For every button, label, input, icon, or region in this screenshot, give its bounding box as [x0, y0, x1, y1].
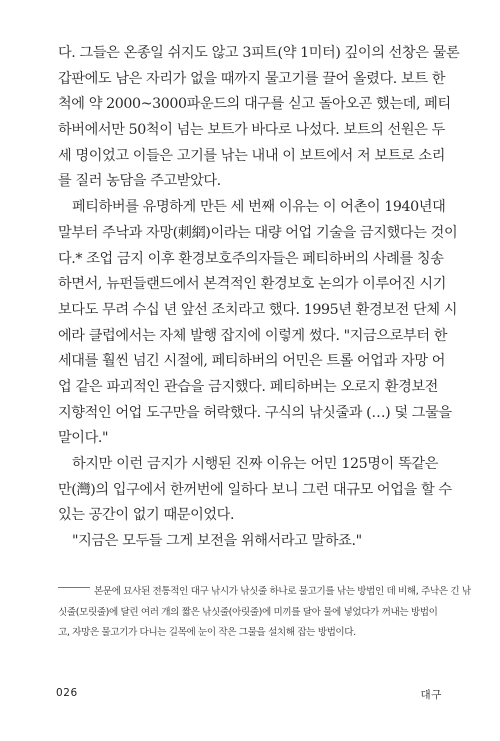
- body-line: "지금은 모두들 그게 보전을 위해서라고 말하죠.": [72, 533, 362, 550]
- body-line: 갑판에도 남은 자리가 없을 때까지 물고기를 끌어 올렸다. 보트 한: [58, 70, 446, 87]
- body-line: 페티하버를 유명하게 만든 세 번째 이유는 이 어촌이 1940년대: [72, 199, 446, 216]
- running-title: 대구: [420, 689, 442, 701]
- body-line: 보다도 무려 수십 년 앞선 조치라고 했다. 1995년 환경보전 단체 시: [58, 301, 458, 318]
- body-line: 다.* 조업 금지 이후 환경보호주의자들은 페티하버의 사례를 칭송: [58, 250, 444, 267]
- body-text: [58, 41, 460, 555]
- body-line: 세대를 훨씬 넘긴 시절에, 페티하버의 어민은 트롤 어업과 자망 어: [58, 353, 446, 370]
- body-line: 다. 그들은 온종일 쉬지도 않고 3피트(약 1미터) 깊이의 선창은 물론: [58, 45, 460, 61]
- body-line: 를 질러 농담을 주고받았다.: [58, 173, 221, 190]
- footnote-line: 본문에 묘사된 전통적인 대구 낚시가 낚싯줄 하나로 물고기를 낚는 방법인 데 비해, 주낙은 긴 낚: [94, 586, 471, 597]
- body-line: 있는 공간이 없기 때문이었다.: [58, 507, 235, 524]
- page-number: 026: [56, 687, 78, 699]
- body-line: 말이다.": [58, 430, 109, 447]
- body-line: 지향적인 어업 도구만을 허락했다. 구식의 낚싯줄과 (…) 덫 그물을: [58, 404, 452, 421]
- footnote-line: 싯줄(모릿줄)에 달린 여러 개의 짧은 낚싯줄(아릿줄)에 미끼를 달아 물에 넣었다가 꺼내는 방법이: [58, 606, 438, 618]
- body-line: 만(灣)의 입구에서 한꺼번에 일하다 보니 그런 대규모 어업을 할 수: [58, 481, 452, 498]
- footnote: [58, 582, 471, 644]
- body-line: 말부터 주낙과 자망(刺網)이라는 대량 어업 기술을 금지했다는 것이: [58, 224, 458, 241]
- body-line: 하버에서만 50척이 넘는 보트가 바다로 나섰다. 보트의 선원은 두: [58, 122, 445, 139]
- body-line: 에라 클럽에서는 자체 발행 잡지에 이렇게 썼다. "지금으로부터 한: [58, 327, 448, 344]
- body-line: 세 명이었고 이들은 고기를 낚는 내내 이 보트에서 저 보트로 소리: [58, 147, 446, 164]
- body-line: 하지만 이런 금지가 시행된 진짜 이유는 어민 125명이 똑같은: [72, 456, 438, 472]
- body-line: 업 같은 파괴적인 관습을 금지했다. 페티하버는 오로지 환경보전: [58, 378, 438, 395]
- body-line: 척에 약 2000~3000파운드의 대구를 싣고 돌아오곤 했는데, 페티: [58, 96, 451, 113]
- footnote-line: 고, 자망은 물고기가 다니는 길목에 눈이 작은 그물을 설치해 잡는 방법이다.: [58, 627, 356, 638]
- body-line: 하면서, 뉴펀들랜드에서 본격적인 환경보호 논의가 이루어진 시기: [58, 276, 447, 293]
